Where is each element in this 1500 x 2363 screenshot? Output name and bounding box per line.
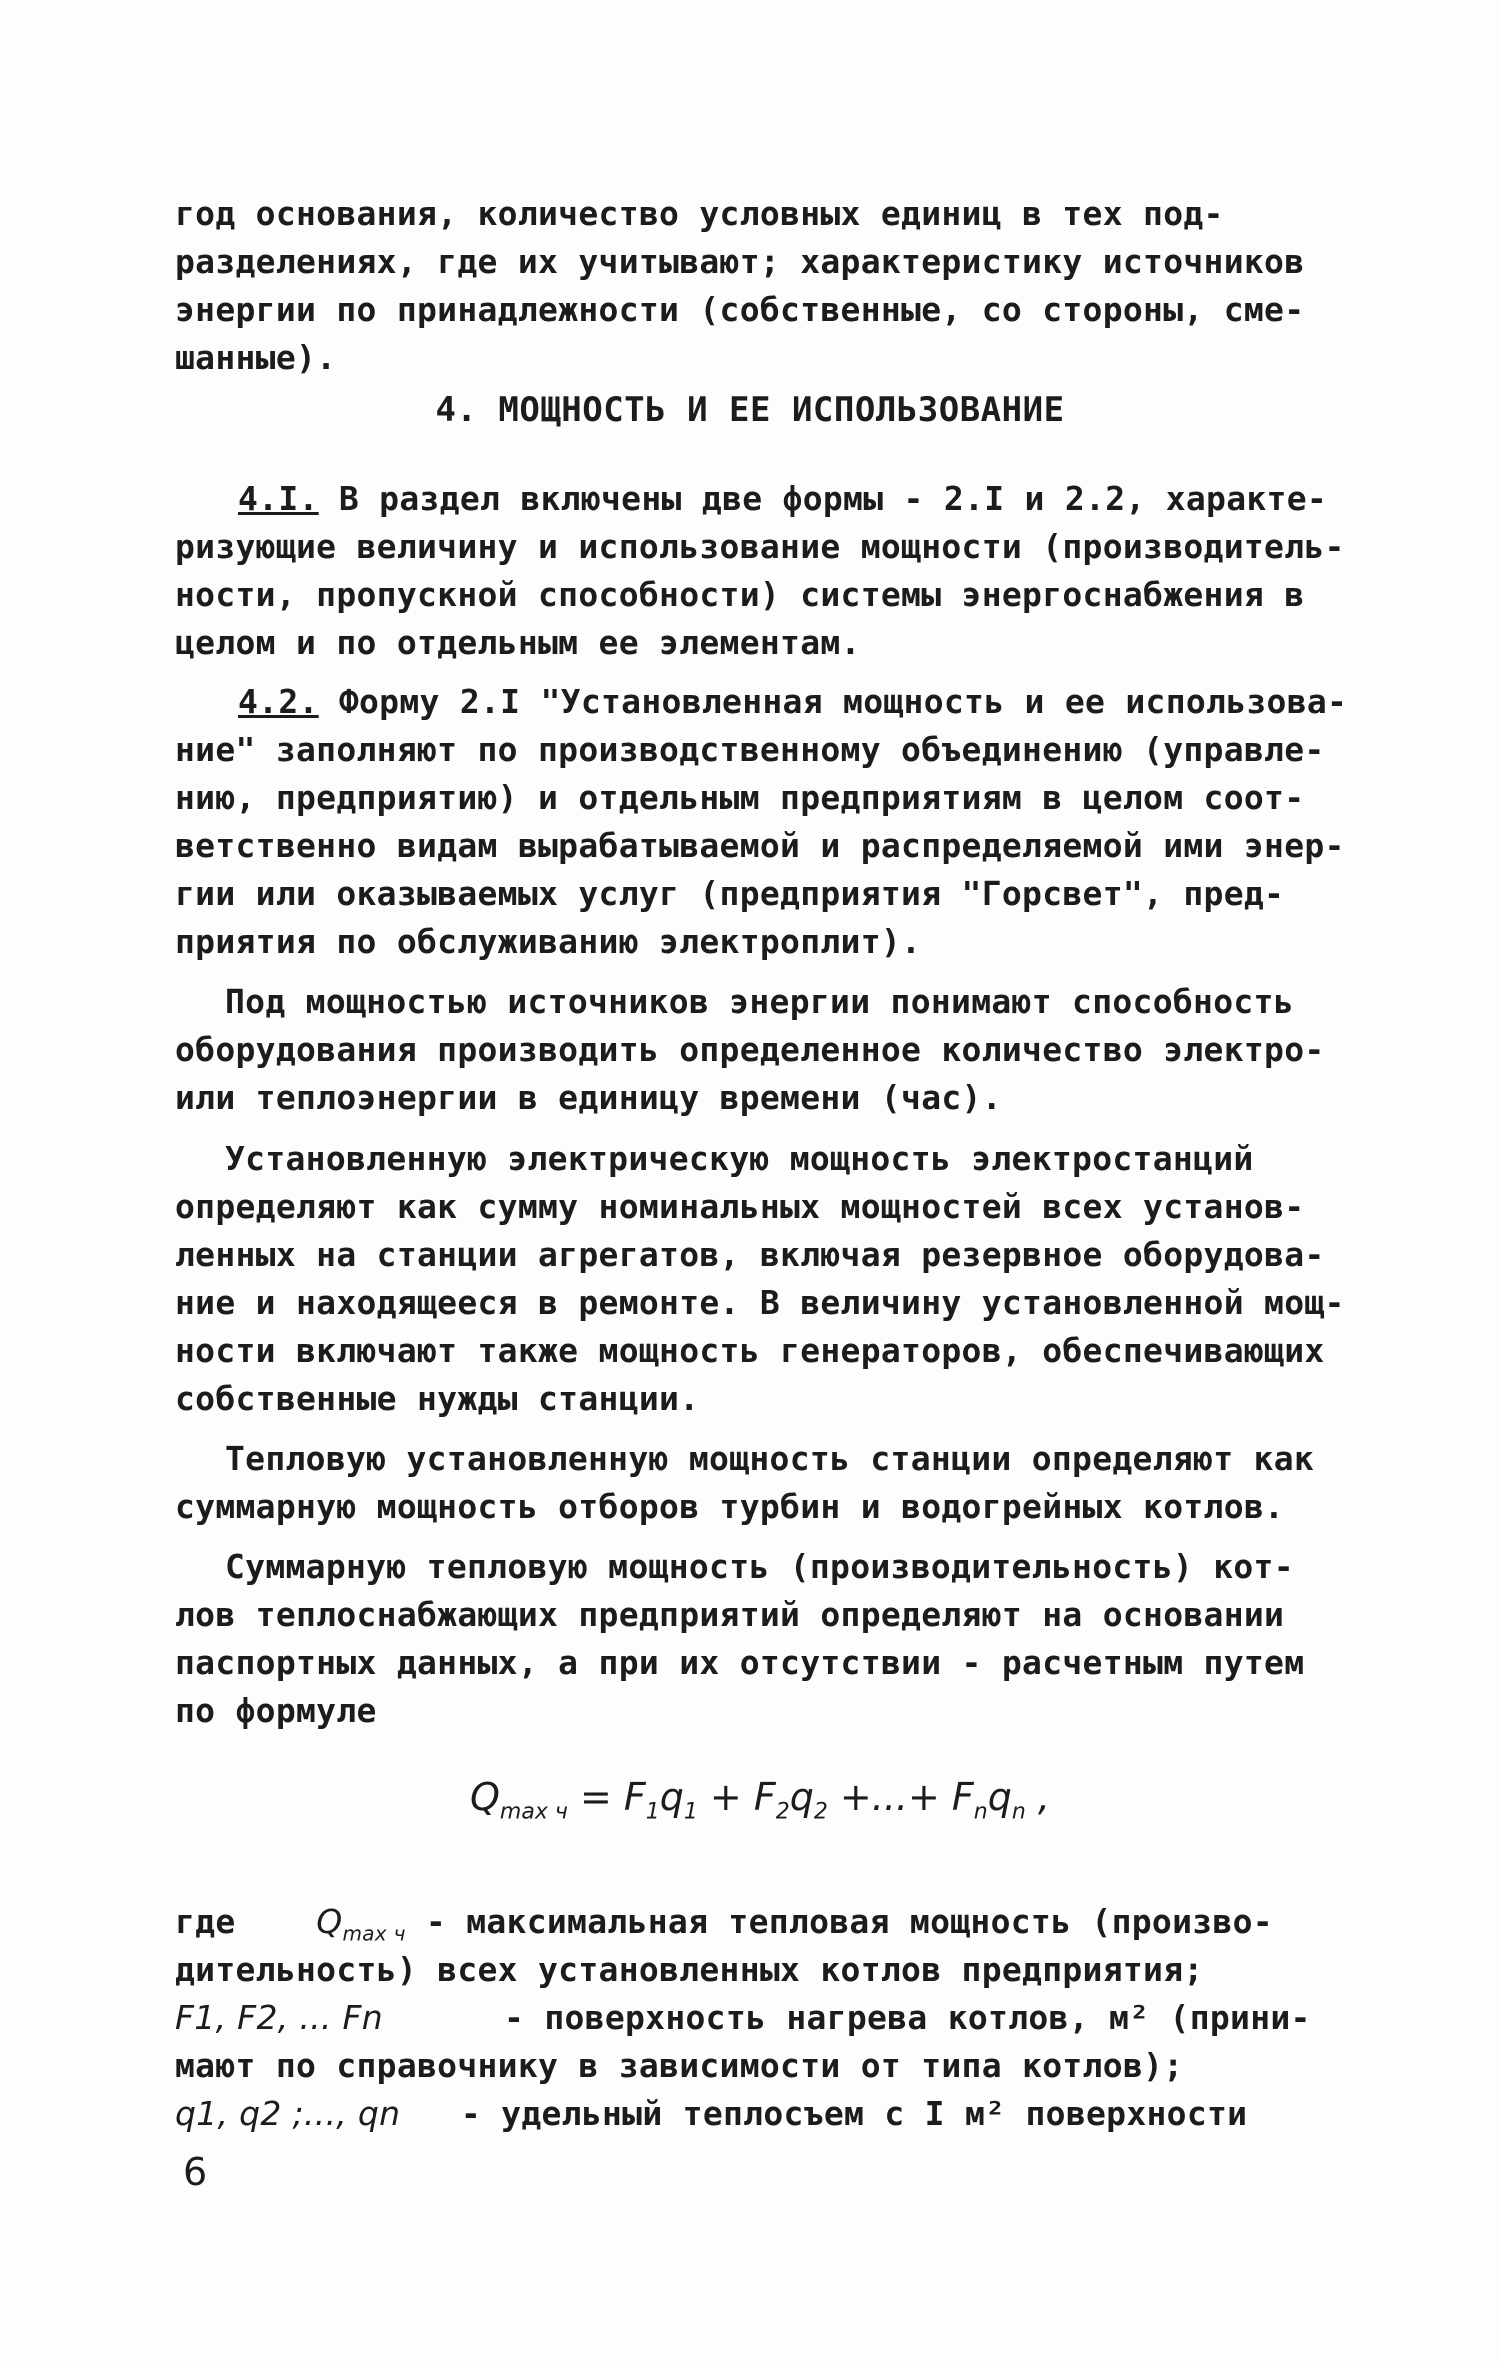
formula-symbol: Q <box>470 1775 500 1819</box>
text-line: дительность) всех установленных котлов предприятия; <box>175 1950 1204 1989</box>
text-line: лов теплоснабжающих предприятий определяют на основании <box>175 1595 1285 1634</box>
q-symbols: q1, q2 ;..., qn <box>175 2094 401 2133</box>
formula-operator: , <box>1025 1775 1050 1819</box>
paragraph-number: 4.I. <box>238 479 319 518</box>
text-line: ние и находящееся в ремонте. В величину установленной мощ- <box>175 1283 1345 1322</box>
formula-symbol: F <box>951 1775 974 1819</box>
f-symbols <box>175 1998 383 2037</box>
text-line: год основания, количество условных единиц в тех под- <box>175 194 1224 233</box>
formula-subscript: n <box>1011 1799 1026 1825</box>
formula-symbol: q <box>789 1775 814 1819</box>
formula-subscript: n <box>973 1799 988 1825</box>
text-line: определяют как сумму номинальных мощностей всех установ- <box>175 1187 1305 1226</box>
text-line: Установленную электрическую мощность электростанций <box>225 1139 1254 1178</box>
text-line: ризующие величину и использование мощности (производитель- <box>175 527 1345 566</box>
formula-operator: + <box>697 1775 754 1819</box>
text-line: гии или оказываемых услуг (предприятия "Горсвет", пред- <box>175 874 1285 913</box>
formula <box>470 1775 1050 1825</box>
formula-operator: = <box>567 1775 624 1819</box>
definition-text: - удельный теплосъем с I м² поверхности <box>460 2094 1248 2133</box>
definition-text: - поверхность нагрева котлов, м² (прини- <box>504 1998 1311 2037</box>
text-line: Суммарную тепловую мощность (производительность) кот- <box>225 1547 1294 1586</box>
text-line: мают по справочнику в зависимости от типа котлов); <box>175 2046 1184 2085</box>
text-line: ленных на станции агрегатов, включая резервное оборудова- <box>175 1235 1325 1274</box>
formula-symbol: q <box>659 1775 684 1819</box>
text-line: разделениях, где их учитывают; характеристику источников <box>175 242 1305 281</box>
text-line: Форму 2.I "Установленная мощность и ее использова- <box>318 682 1348 721</box>
page-number: 6 <box>183 2150 208 2194</box>
formula-subscript: 1 <box>683 1799 698 1825</box>
definition-f <box>175 1994 1311 2042</box>
text-line: паспортных данных, а при их отсутствии - расчетным путем <box>175 1643 1305 1682</box>
formula-operator: +...+ <box>827 1775 952 1819</box>
text-line: ности, пропускной способности) системы энергоснабжения в <box>175 575 1305 614</box>
section-heading: 4. МОЩНОСТЬ И ЕЕ ИСПОЛЬЗОВАНИЕ <box>435 390 1065 430</box>
formula-subscript: max ч <box>499 1799 568 1825</box>
formula-symbol: Q <box>316 1902 343 1941</box>
formula-subscript: 2 <box>813 1799 828 1825</box>
paragraph-4-2-first-line <box>238 678 1347 726</box>
text-line: или теплоэнергии в единицу времени (час). <box>175 1078 1002 1117</box>
text-line: ности включают также мощность генераторов, обеспечивающих <box>175 1331 1325 1370</box>
paragraph-4-1-first-line <box>238 475 1327 523</box>
text-line: В раздел включены две формы - 2.I и 2.2, характе- <box>318 479 1328 518</box>
formula-subscript: 1 <box>645 1799 660 1825</box>
text-line: энергии по принадлежности (собственные, со стороны, сме- <box>175 290 1305 329</box>
text-line: ветственно видам вырабатываемой и распределяемой ими энер- <box>175 826 1345 865</box>
formula-symbol: F <box>623 1775 646 1819</box>
formula-symbol-list: 1, F2, ... Fn <box>194 1998 383 2037</box>
text-line: целом и по отдельным ее элементам. <box>175 623 861 662</box>
text-line: оборудования производить определенное количество электро- <box>175 1030 1325 1069</box>
formula-subscript: max ч <box>342 1921 406 1946</box>
text-line: приятия по обслуживанию электроплит). <box>175 922 922 961</box>
paragraph-number: 4.2. <box>238 682 319 721</box>
where-label: где <box>175 1902 236 1941</box>
text-line: шанные). <box>175 338 337 377</box>
text-line: по формуле <box>175 1691 377 1730</box>
text-line: суммарную мощность отборов турбин и водогрейных котлов. <box>175 1487 1285 1526</box>
q-max-symbol <box>316 1902 406 1946</box>
text-line: ние" заполняют по производственному объединению (управле- <box>175 730 1325 769</box>
text-line: Тепловую установленную мощность станции определяют как <box>225 1439 1315 1478</box>
formula-symbol: F <box>753 1775 776 1819</box>
definition-text: - максимальная тепловая мощность (произво- <box>405 1902 1273 1941</box>
formula-subscript: 2 <box>775 1799 790 1825</box>
text-line: Под мощностью источников энергии понимают способность <box>225 982 1294 1021</box>
text-line: нию, предприятию) и отдельным предприятиям в целом соот- <box>175 778 1305 817</box>
formula-symbol: q <box>987 1775 1012 1819</box>
text-line: собственные нужды станции. <box>175 1379 700 1418</box>
formula-symbol: F <box>175 1998 195 2037</box>
definition-q <box>175 2090 1247 2138</box>
